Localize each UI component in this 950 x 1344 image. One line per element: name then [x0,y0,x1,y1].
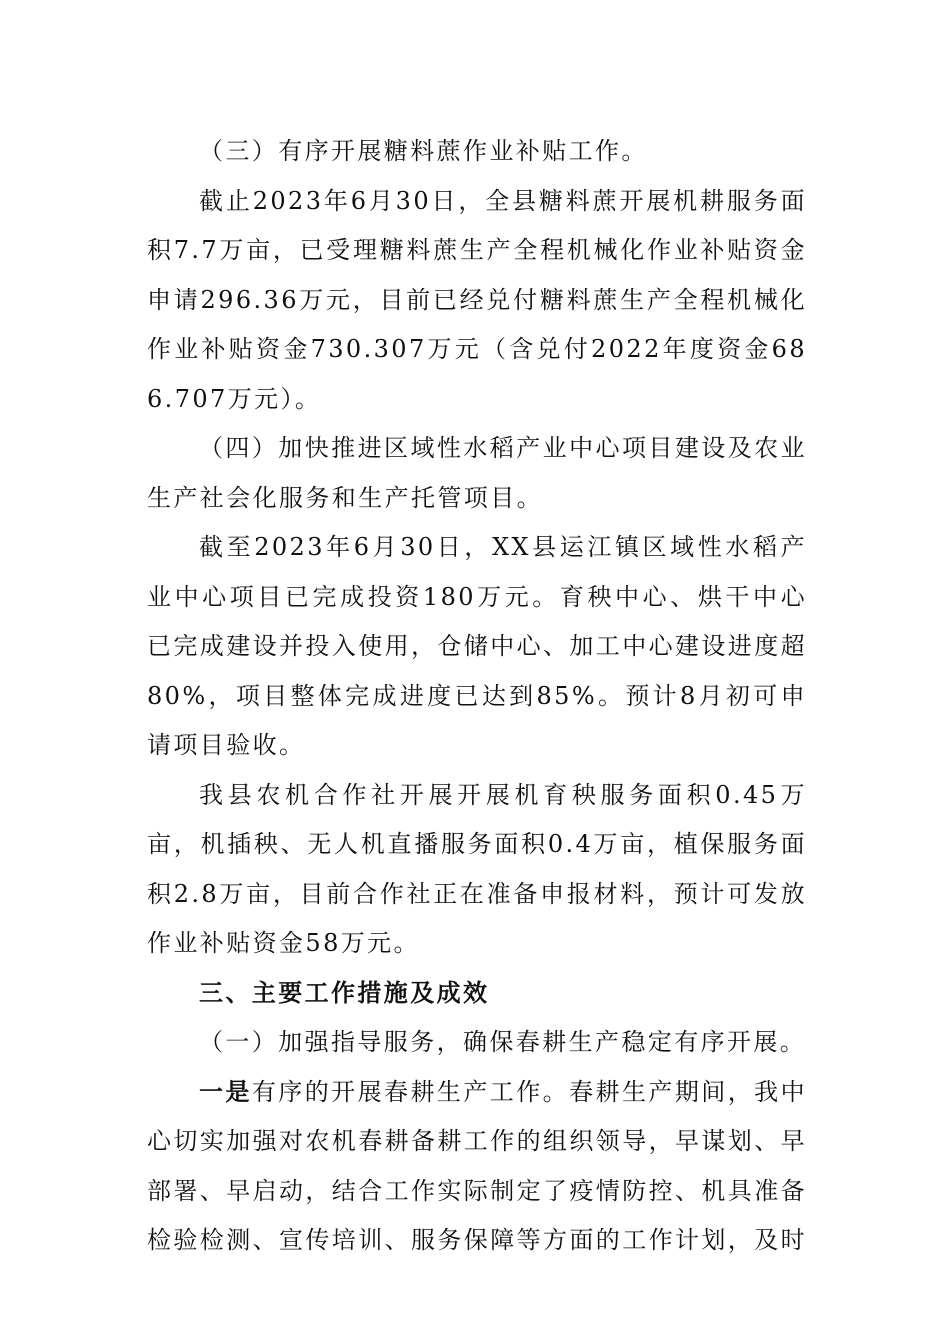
document-body [147,127,807,1266]
paragraph-rice-center-progress: 截至2023年6月30日，XX县运江镇区域性水稻产业中心项目已完成投资180万元。育秧中心、烘干中心已完成建设并投入使用，仓储中心、加工中心建设进度超80%，项目整体完成进度已达到85%。预计8月初可申请项目验收。 [147,533,807,759]
section-subheading-four: （四）加快推进区域性水稻产业中心项目建设及农业生产社会化服务和生产托管项目。 [147,434,807,512]
paragraph-spring-plowing [147,1068,807,1266]
section-subheading-one: （一）加强指导服务，确保春耕生产稳定有序开展。 [199,1028,807,1056]
paragraph-lead-label: 一是 [199,1077,252,1106]
paragraph-cooperative-services: 我县农机合作社开展开展机育秧服务面积0.45万亩，机插秧、无人机直播服务面积0.4万亩，植保服务面积2.8万亩，目前合作社正在准备申报材料，预计可发放作业补贴资金58万元。 [147,780,807,957]
section-heading-main-measures: 三、主要工作措施及成效 [199,978,490,1007]
paragraph-sugarcane-subsidy: 截止2023年6月30日，全县糖料蔗开展机耕服务面积7.7万亩，已受理糖料蔗生产全程机械化作业补贴资金申请296.36万元，目前已经兑付糖料蔗生产全程机械化作业补贴资金730.307万元（含兑付2022年度资金686.707万元）。 [147,186,807,413]
section-subheading-three: （三）有序开展糖料蔗作业补贴工作。 [199,137,648,165]
paragraph-body-text: 有序的开展春耕生产工作。春耕生产期间，我中心切实加强对农机春耕备耕工作的组织领导，早谋划、早部署、早启动，结合工作实际制定了疫情防控、机具准备检验检测、宣传培训、服务保障等方面的工作计划，及时 [147,1077,807,1254]
